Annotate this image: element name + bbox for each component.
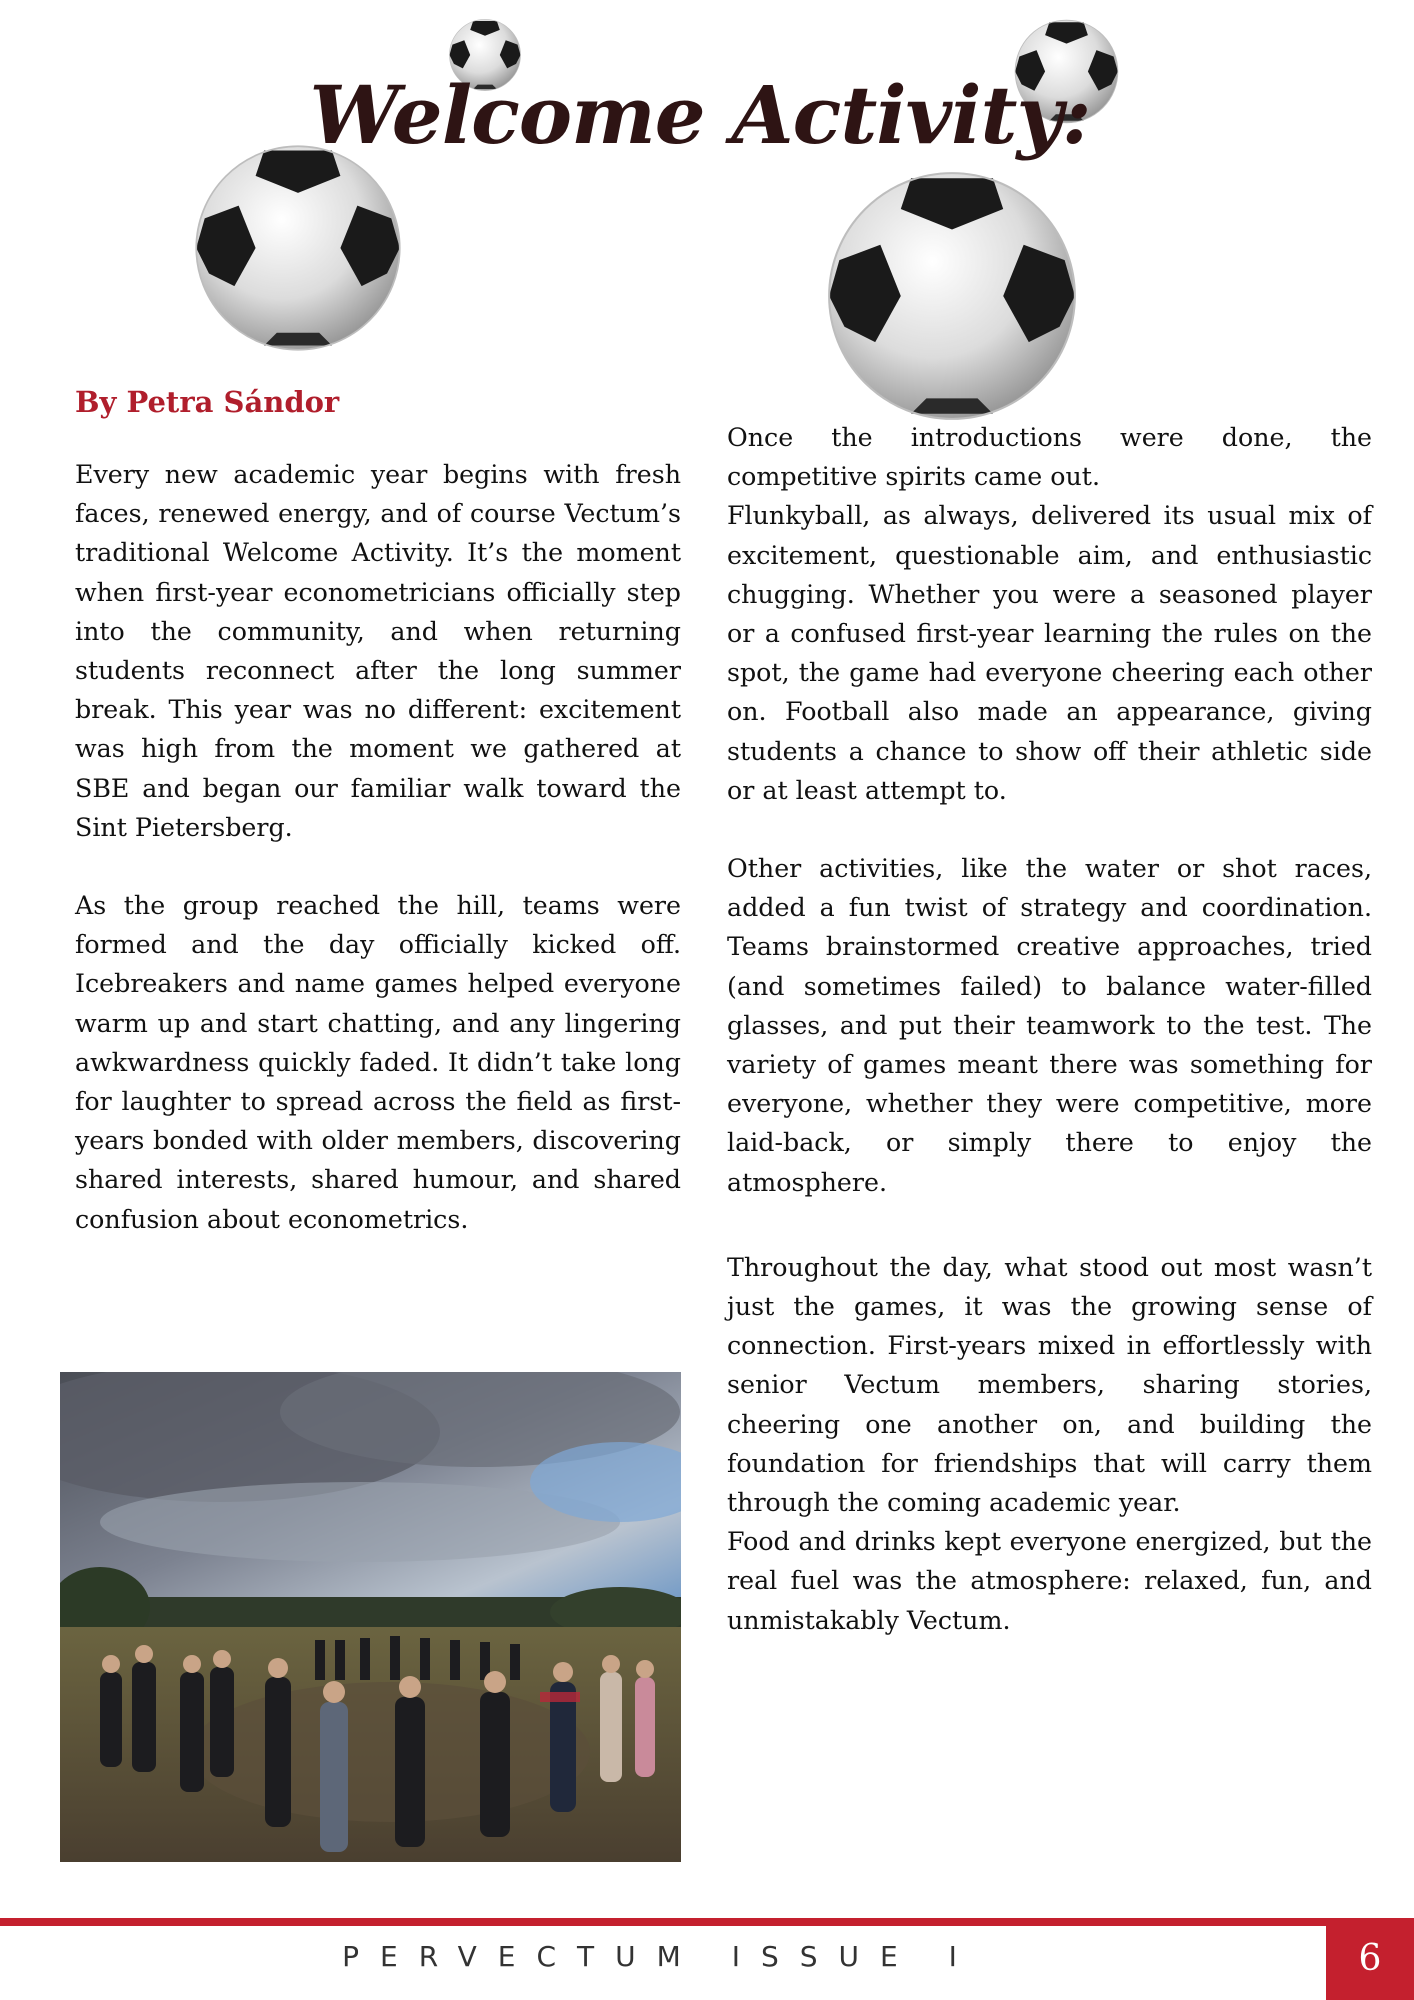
page-title: Welcome Activity: bbox=[309, 68, 1091, 162]
soccer-ball-icon bbox=[824, 168, 1080, 424]
article-paragraph: As the group reached the hill, teams were formed and the day officially kicked off. Icebreakers and name games helped everyone warm up and start chatting, and any lingering awkwardness quickly faded. It didn’t take long for laughter to spread across the field as first-years bonded with older members, discovering shared interests, shared humour, and shared confusion about econometrics. bbox=[75, 891, 681, 1234]
article-paragraph: Food and drinks kept everyone energized, but the real fuel was the atmosphere: relaxed, fun, and unmistakably Vectum. bbox=[727, 1527, 1372, 1635]
footer-rule bbox=[0, 1918, 1414, 1926]
article-right-column bbox=[727, 418, 1372, 1640]
article-left-column bbox=[75, 455, 681, 1239]
article-paragraph: Once the introductions were done, the competitive spirits came out. bbox=[727, 423, 1372, 492]
group-photo bbox=[60, 1372, 681, 1862]
article-paragraph: Flunkyball, as always, delivered its usual mix of excitement, questionable aim, and enthusiastic chugging. Whether you were a seasoned player or a confused first-year learning the rules on the spot, the game had everyone cheering each other on. Football also made an appearance, giving students a chance to show off their athletic side or at least attempt to. bbox=[727, 501, 1372, 805]
article-paragraph: Other activities, like the water or shot races, added a fun twist of strategy and coordination. Teams brainstormed creative approaches, tried (and sometimes failed) to balance water-filled glasses, and put their teamwork to the test. The variety of games meant there was something for everyone, whether they were competitive, more laid-back, or simply there to enjoy the atmosphere. bbox=[727, 854, 1372, 1197]
author-byline: By Petra Sándor bbox=[75, 385, 340, 419]
soccer-ball-icon bbox=[192, 142, 404, 354]
page-number: 6 bbox=[1326, 1918, 1414, 2000]
article-paragraph: Throughout the day, what stood out most wasn’t just the games, it was the growing sense of connection. First-years mixed in effortlessly with senior Vectum members, sharing stories, cheering one another on, and building the foundation for friendships that will carry them through the coming academic year. bbox=[727, 1252, 1372, 1518]
footer-issue-label: PERVECTUM ISSUE I bbox=[342, 1940, 978, 1973]
article-paragraph: Every new academic year begins with fresh faces, renewed energy, and of course Vectum’s traditional Welcome Activity. It’s the moment when first-year econometricians officially step into the community, and when returning students reconnect after the long summer break. This year was no different: excitement was high from the moment we gathered at SBE and began our familiar walk toward the Sint Pietersberg. bbox=[75, 460, 681, 842]
